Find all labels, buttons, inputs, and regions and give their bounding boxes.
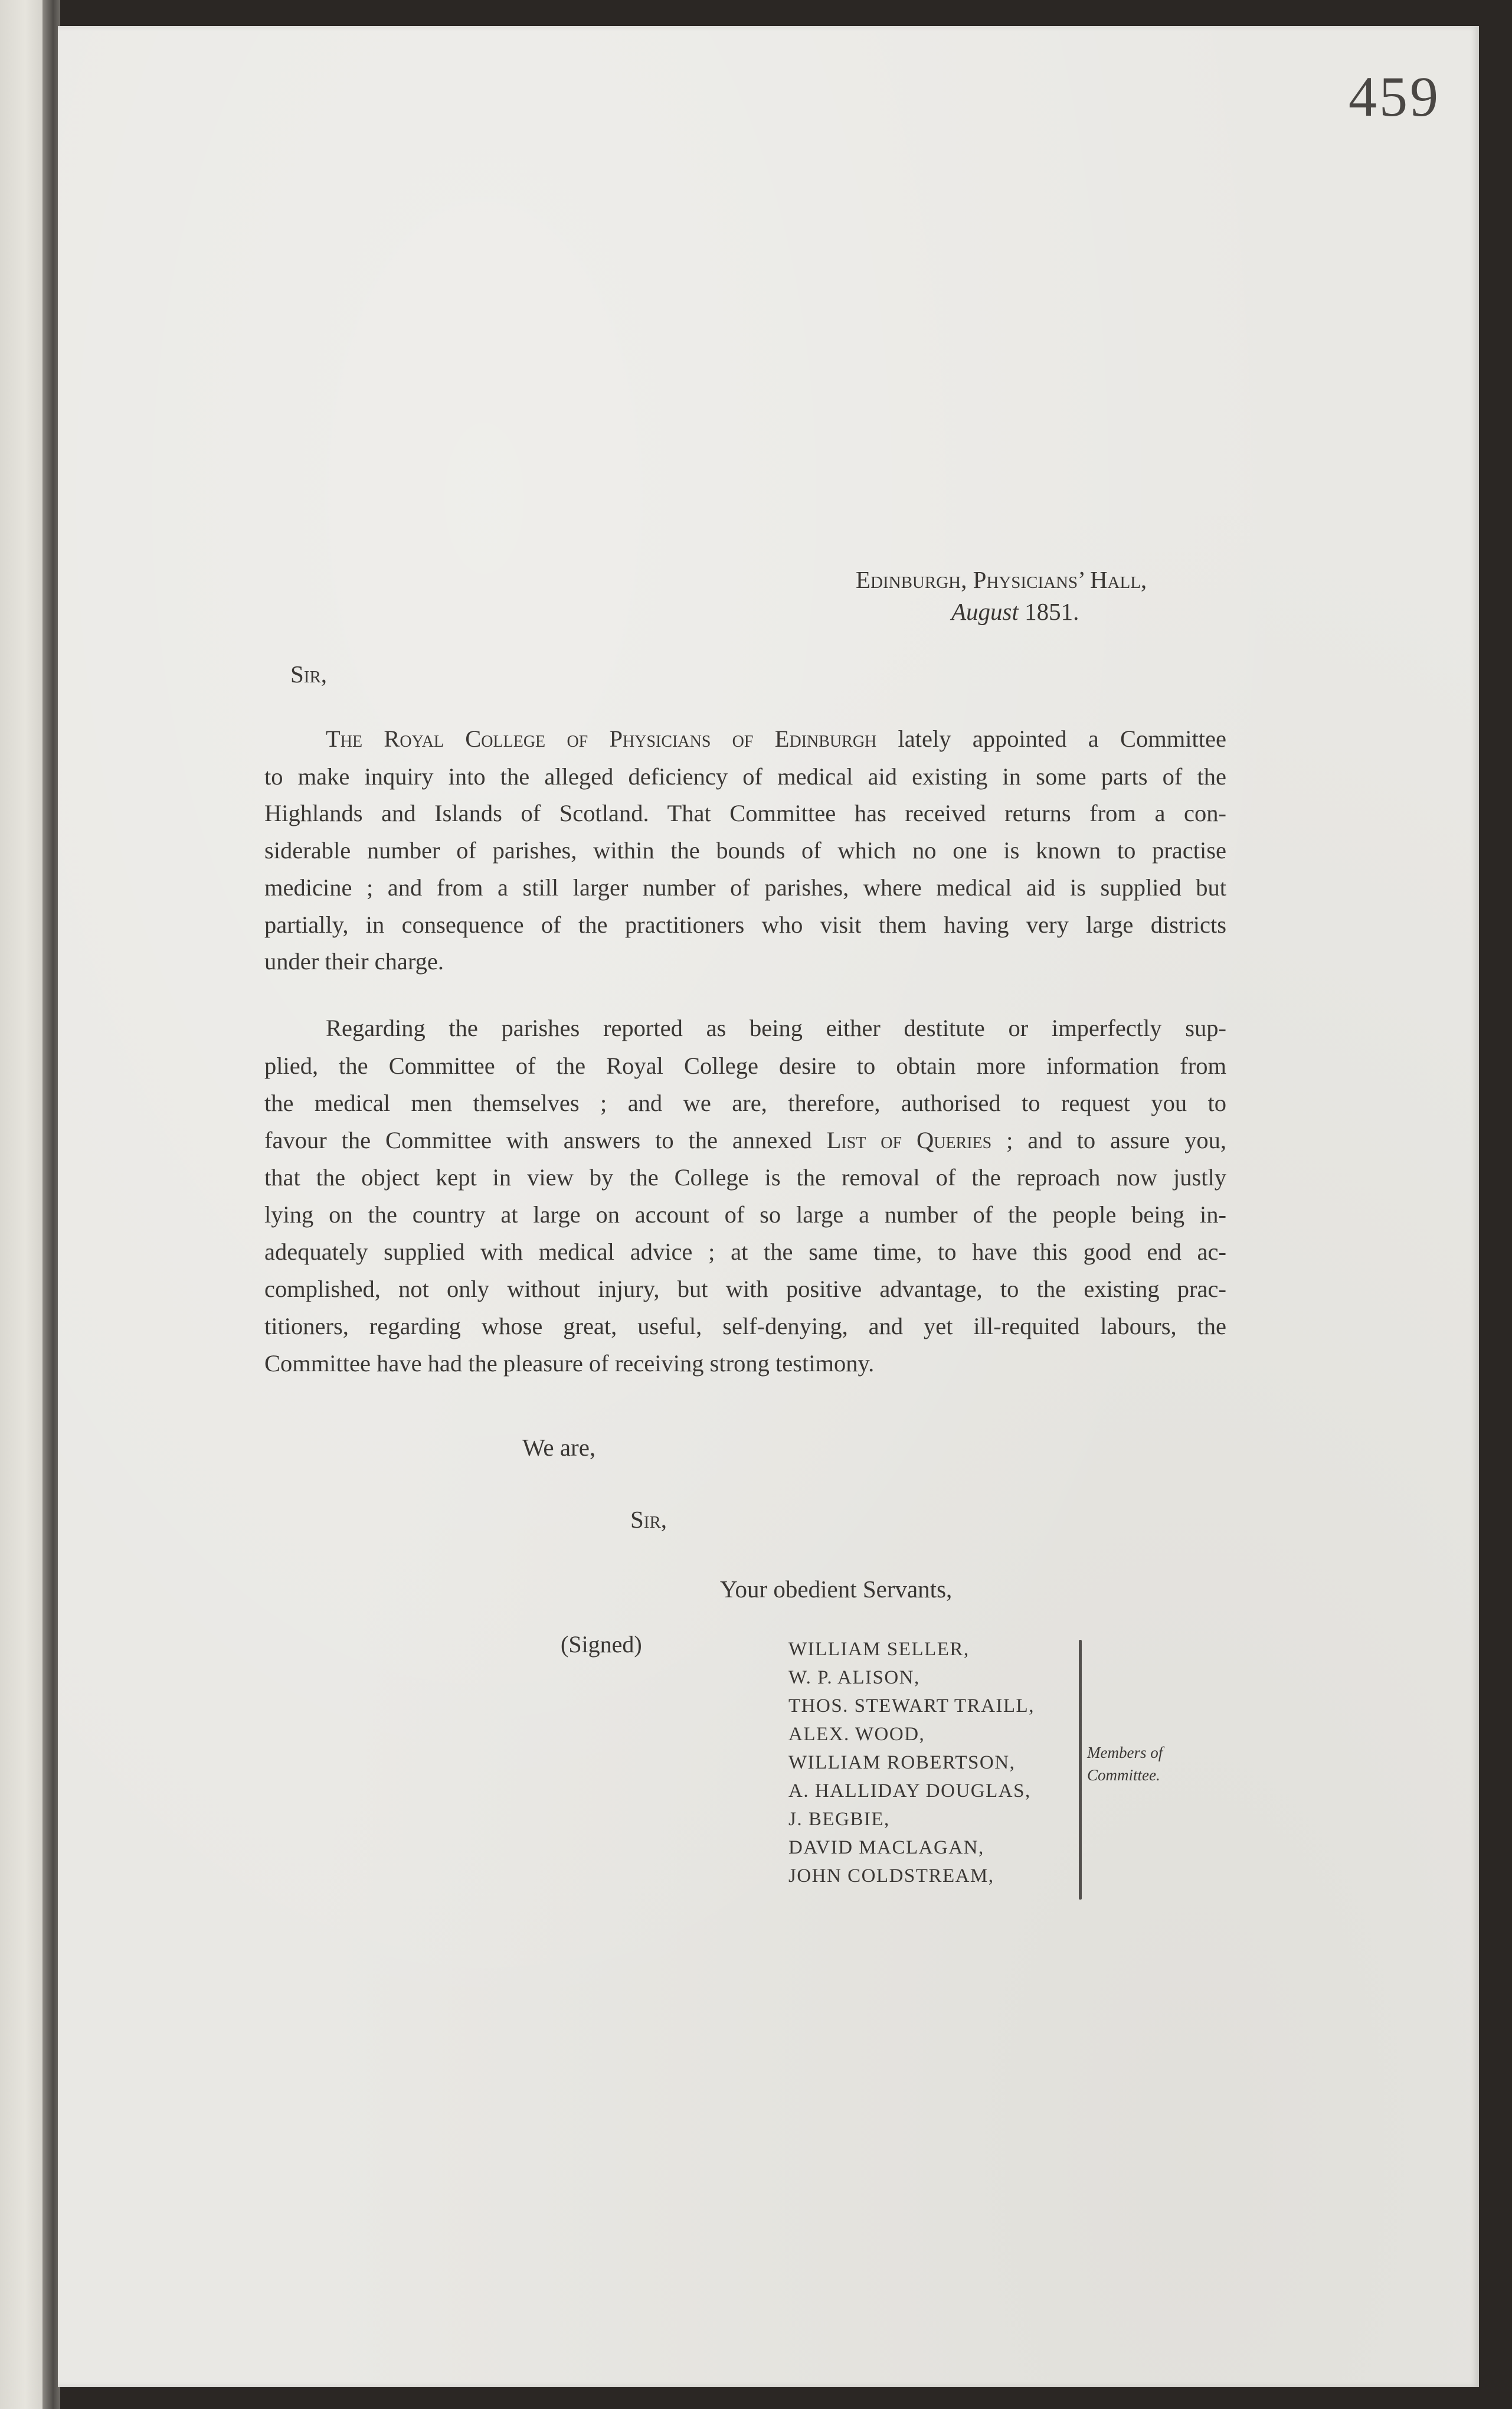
paragraph-line: the medical men themselves ; and we are, therefore, authorised to request you to: [264, 1090, 1226, 1116]
closing-we-are: We are,: [522, 1434, 596, 1461]
paragraph-line: [326, 725, 1226, 753]
paragraph-line: lying on the country at large on account of so large a number of the people being in-: [264, 1201, 1226, 1228]
signatory-name: WILLIAM SELLER,: [788, 1639, 970, 1660]
paragraph-line: siderable number of parishes, within the bounds of which no one is known to practise: [264, 837, 1226, 864]
signatory-name: DAVID MACLAGAN,: [788, 1837, 984, 1858]
signatory-name: ALEX. WOOD,: [788, 1724, 925, 1745]
line-text: favour the Committee with answers to the annexed: [264, 1127, 827, 1153]
members-note-line: Members of: [1087, 1744, 1163, 1761]
signatory-name: J. BEGBIE,: [788, 1809, 890, 1830]
paragraph-line: Committee have had the pleasure of receiving strong testimony.: [264, 1350, 875, 1377]
signatory-name: JOHN COLDSTREAM,: [788, 1865, 994, 1887]
list-of-queries-ref: List of Queries: [826, 1127, 992, 1153]
college-name: The Royal College of Physicians of Edinburgh: [326, 725, 877, 752]
letter-place: Edinburgh, Physicians’ Hall,: [856, 566, 1147, 593]
paragraph-line: Regarding the parishes reported as being either destitute or imperfectly sup-: [326, 1015, 1226, 1041]
paragraph-line: under their charge.: [264, 948, 444, 975]
paragraph-line: Highlands and Islands of Scotland. That Committee has received returns from a con-: [264, 800, 1226, 826]
salutation: Sir,: [290, 661, 328, 688]
paragraph-line: to make inquiry into the alleged deficiency of medical aid existing in some parts of the: [264, 763, 1226, 790]
paragraph-line: complished, not only without injury, but with positive advantage, to the existing prac-: [264, 1276, 1226, 1302]
closing-servants: Your obedient Servants,: [720, 1576, 953, 1603]
date-month: August: [951, 598, 1019, 625]
members-of-committee-note: [1087, 1741, 1163, 1786]
closing-sir: Sir,: [630, 1506, 667, 1533]
paragraph-line: plied, the Committee of the Royal College desire to obtain more information from: [264, 1052, 1226, 1079]
signatory-name: WILLIAM ROBERTSON,: [788, 1752, 1016, 1773]
paragraph-line: partially, in consequence of the practitioners who visit them having very large districts: [264, 911, 1226, 938]
letter-date: [951, 597, 1079, 626]
paragraph-line: that the object kept in view by the College is the removal of the reproach now justly: [264, 1164, 1226, 1191]
line-text: ; and to assure you,: [991, 1127, 1226, 1153]
paragraph-line: medicine ; and from a still larger number of parishes, where medical aid is supplied but: [264, 874, 1226, 901]
page-number: 459: [1349, 65, 1441, 128]
signatory-name: A. HALLIDAY DOUGLAS,: [788, 1780, 1031, 1802]
signatory-brace: [1079, 1640, 1082, 1900]
signatory-name: THOS. STEWART TRAILL,: [788, 1695, 1035, 1717]
signed-label: (Signed): [561, 1631, 642, 1658]
paragraph-line: titioners, regarding whose great, useful, self-denying, and yet ill-requited labours, the: [264, 1313, 1226, 1339]
date-year: 1851.: [1025, 598, 1079, 625]
members-note-line: Committee.: [1087, 1766, 1160, 1784]
paragraph-line: adequately supplied with medical advice ; at the same time, to have this good end ac-: [264, 1238, 1226, 1265]
paragraph-line: [264, 1126, 1226, 1154]
line-text: lately appointed a Committee: [876, 725, 1226, 752]
signatory-name: W. P. ALISON,: [788, 1667, 920, 1688]
